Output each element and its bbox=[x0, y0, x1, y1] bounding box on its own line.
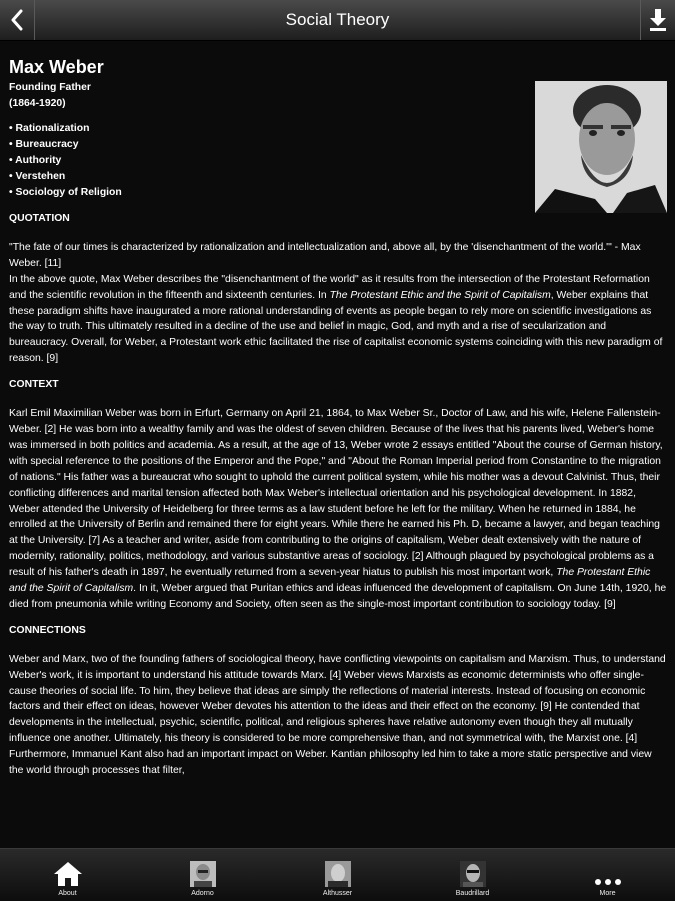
context-heading: CONTEXT bbox=[9, 379, 59, 391]
person-name: Max Weber bbox=[9, 57, 104, 77]
tab-label: Althusser bbox=[322, 890, 353, 897]
home-icon bbox=[53, 861, 83, 887]
tab-label: About bbox=[58, 890, 77, 897]
context-text: Karl Emil Maximilian Weber was born in Erfurt, Germany on April 21, 1864, to Max Weber Sr., Doctor of Law, and his wife, Helene Fallenstein-Weber. [2] He was born into a wealthy family and was the oldest of seven children. Because of the lives that his parents lived, Weber's home was immersed in both politics and academia. As a result, at the age of 13, Weber wrote 2 essays entitled "About the course of German history, with special reference to the positions of the Emperor and the Pope," and "About the Roman Imperial period from Constantine to the migration of nations." His father was a bureaucrat who sought to uphold the current political system, while his mother was a devout Calvinist. Thus, their conflicting differences and marital tension affected both Max Weber's intellectual orientation and his psychological development. In 1882, Weber attended the University of Heidelberg for three terms as a law student before he left for the military. When he returned in 1884, he enrolled at the University of Berlin and remained there for eight years. While there he earned his Ph. D, became a lawyer, and began teaching at the University. [7] As a teacher and writer, aside from contributing to the origins of capitalism, Weber dealt extensively with the nature of modernity, rationality, politics, methodology, and various substantive areas of sociology. [2] Although plagued by psychological problems as a result of his father's death in 1897, he eventually returned from a seven-year hiatus to publish his most important work, The Protestant Ethic and the Spirit of Capitalism. In it, Weber argued that Puritan ethics and ideas influenced the development of capitalism. On June 14th, 1920, he died from pneumonia while writing Economy and Society, often seen as the single-most important contribution to sociology today. [9] bbox=[9, 408, 667, 610]
connections-heading: CONNECTIONS bbox=[9, 624, 86, 636]
baudrillard-thumbnail bbox=[460, 861, 486, 887]
theme-item: • Verstehen bbox=[9, 171, 66, 182]
adorno-thumbnail bbox=[190, 861, 216, 887]
page-title: Social Theory bbox=[285, 10, 390, 29]
download-icon bbox=[649, 8, 667, 32]
theme-item: • Bureaucracy bbox=[9, 139, 79, 150]
tab-althusser[interactable] bbox=[270, 849, 405, 901]
tab-label: Adorno bbox=[191, 890, 214, 897]
theme-item: • Rationalization bbox=[9, 123, 90, 134]
quotation-text: "The fate of our times is characterized by rationalization and intellectualization and, above all, by the 'disenchantment of the world.'" - Max Weber. [11] bbox=[9, 241, 641, 269]
download-button[interactable] bbox=[640, 0, 675, 40]
nav-bar bbox=[0, 0, 675, 41]
connections-text: Weber and Marx, two of the founding fathers of sociological theory, have conflicting viewpoints on capitalism and Marxism. Thus, to understand Weber's work, it is important to understand his attitude towards Marx. [4] Weber views Marxists as economic determinists who offer single-cause theories of social life. To him, they believe that ideas are simply the reflections of material interests. Instead of focusing on economic factors and their effect on ideas, however Weber devotes his attention to the ideas and their effect on the economy. [9] He contended that developments in the intellectual, psychic, scientific, political, and religious spheres have relative autonomy even though they all mutually influence one another. Ultimately, his theory is considered to be more comprehensive than, and not symmetrical with, the Marxist one. [4] Furthermore, Immanuel Kant also had an important impact on Weber. Kantian philosophy led him to take a more static perspective and view the world through processes that filter, bbox=[9, 653, 666, 777]
quotation-analysis: In the above quote, Max Weber describes the "disenchantment of the world" as it results from the intersection of the Protestant Reformation and the scientific revolution in the fifteenth and sixteenth centuries. In The Protestant Ethic and the Spirit of Capitalism, Weber explains that these paradigm shifts have inaugurated a more rational understanding of events as people began to rely more on scientific investigations as the way to truth. This ultimately resulted in a decline of the use and belief in magic, God, and myth and a rise of secularization and bureaucracy. Overall, for Weber, a Protestant work ethic facilitated the rise of capitalist economic systems coinciding with this new paradigm of reason. [9] bbox=[9, 273, 663, 365]
tab-baudrillard[interactable] bbox=[405, 849, 540, 901]
quotation-heading: QUOTATION bbox=[9, 213, 70, 224]
tab-label: More bbox=[599, 890, 616, 897]
article-content bbox=[9, 52, 667, 846]
tab-bar bbox=[0, 848, 675, 901]
althusser-thumbnail bbox=[325, 861, 351, 887]
person-role: Founding Father bbox=[9, 82, 91, 93]
theme-item: • Authority bbox=[9, 155, 62, 166]
tab-label: Baudrillard bbox=[455, 890, 490, 897]
person-years: (1864-1920) bbox=[9, 98, 66, 109]
tab-about[interactable] bbox=[0, 849, 135, 901]
theme-item: • Sociology of Religion bbox=[9, 187, 122, 198]
tab-adorno[interactable] bbox=[135, 849, 270, 901]
max-weber-portrait bbox=[535, 81, 667, 213]
more-dots-icon bbox=[593, 877, 623, 887]
tab-more[interactable] bbox=[540, 849, 675, 901]
